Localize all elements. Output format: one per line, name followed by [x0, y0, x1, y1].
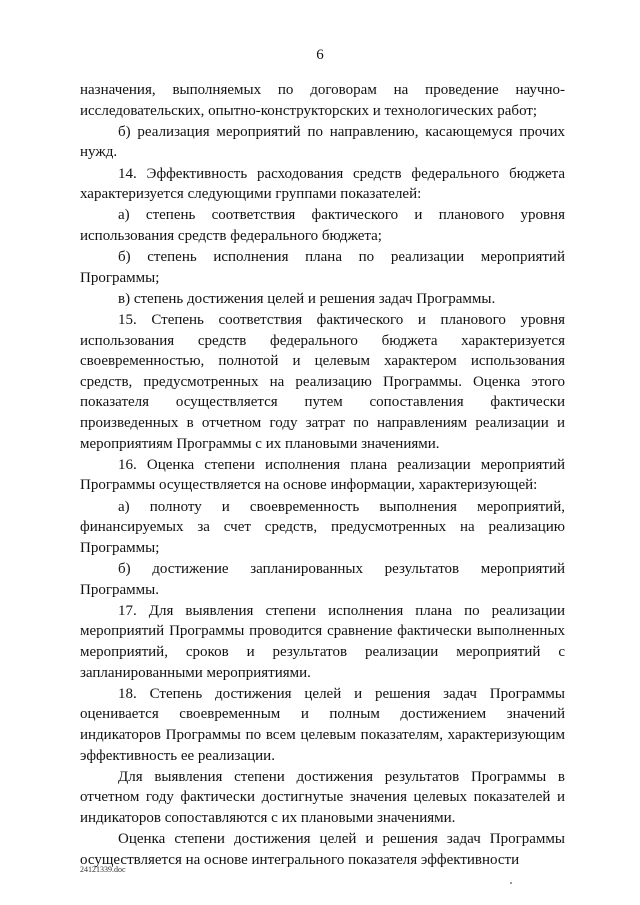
- document-body: [80, 80, 565, 871]
- paragraph: назначения, выполняемых по договорам на проведение научно-исследовательских, опытно-конструкторских и технологических работ;: [80, 82, 565, 119]
- paragraph: в) степень достижения целей и решения задач Программы.: [118, 290, 496, 307]
- paragraph: 15. Степень соответствия фактического и планового уровня использования средств федерального бюджета характеризуется своевременностью, полнотой и целевым характером использования средств, предусмотренных на реализацию Программы. Оценка этого показателя осуществляется путем сопоставления фактически произведенных в отчетном году затрат по направлениям реализации и мероприятиям Программы с их плановыми значениями.: [80, 312, 565, 452]
- paragraph: Для выявления степени достижения результатов Программы в отчетном году фактически достигнутые значения целевых показателей и индикаторов сопоставляются с их плановыми значениями.: [80, 768, 565, 826]
- page-number: 6: [316, 47, 324, 63]
- paragraph: 14. Эффективность расходования средств федерального бюджета характеризуется следующими группами показателей:: [80, 165, 565, 203]
- paragraph: а) степень соответствия фактического и планового уровня использования средств федерального бюджета;: [80, 207, 565, 244]
- paragraph: 18. Степень достижения целей и решения задач Программы оценивается своевременным и полным достижением значений индикаторов Программы по всем целевым показателям, характеризующим эффективность ее реализации.: [80, 685, 565, 764]
- footer-file-name: 24121339.doc: [80, 865, 126, 874]
- paragraph: а) полноту и своевременность выполнения мероприятий, финансируемых за счет средств, предусмотренных на реализацию Программы;: [80, 498, 565, 556]
- page-speck: [510, 882, 512, 884]
- paragraph: 17. Для выявления степени исполнения плана по реализации мероприятий Программы проводится сравнение фактически выполненных мероприятий, сроков и результатов реализации мероприятий с запланированными мероприятиями.: [80, 602, 565, 681]
- paragraph: б) достижение запланированных результатов мероприятий Программы.: [80, 561, 565, 598]
- paragraph: 16. Оценка степени исполнения плана реализации мероприятий Программы осуществляется на основе информации, характеризующей:: [80, 456, 565, 494]
- paragraph: б) реализация мероприятий по направлению, касающемуся прочих нужд.: [80, 123, 565, 161]
- paragraph: Оценка степени достижения целей и решения задач Программы осуществляется на основе интегрального показателя эффективности: [80, 831, 565, 868]
- paragraph: б) степень исполнения плана по реализации мероприятий Программы;: [80, 249, 565, 286]
